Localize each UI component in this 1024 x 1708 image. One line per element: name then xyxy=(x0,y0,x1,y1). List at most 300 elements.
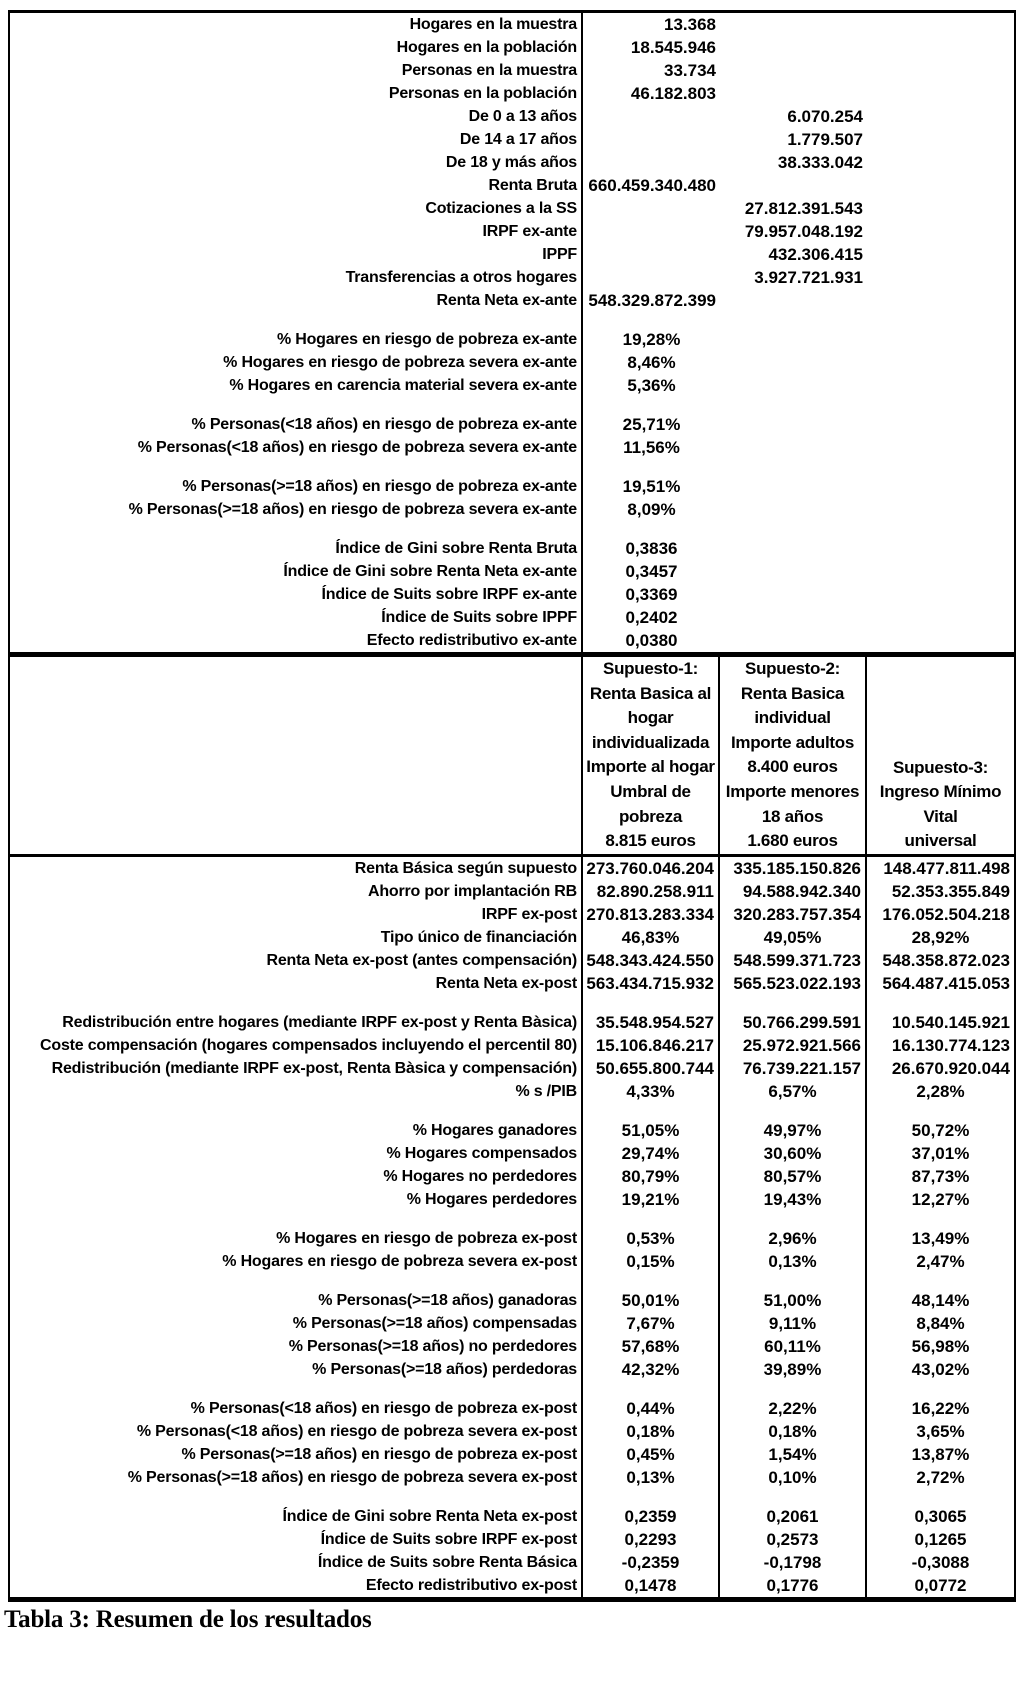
table-row xyxy=(10,880,1014,903)
table-row xyxy=(10,560,1014,583)
value-cell-s2: 25.972.921.566 xyxy=(720,1034,867,1057)
header-line: Importe menores xyxy=(725,781,860,801)
value-cell-s1: 0,2293 xyxy=(583,1528,720,1551)
value-cell-s1: 0,44% xyxy=(583,1397,720,1420)
row-label: % Personas(<18 años) en riesgo de pobreza severa ex-ante xyxy=(10,436,583,459)
table-row xyxy=(10,36,1014,59)
row-label xyxy=(10,1103,583,1119)
row-label xyxy=(10,397,583,413)
value-cell-s3: 0,1265 xyxy=(914,1530,967,1549)
value-cell-s3: 16.130.774.123 xyxy=(891,1036,1010,1055)
value-cell-s3 xyxy=(867,1211,1014,1227)
table-row xyxy=(10,197,1014,220)
row-label: % s /PIB xyxy=(10,1080,583,1103)
header-line: universal xyxy=(904,831,977,851)
value-cell-2 xyxy=(720,59,867,82)
row-label xyxy=(10,1273,583,1289)
table-row xyxy=(10,857,1014,880)
value-cell-s1 xyxy=(583,995,720,1011)
blank-row xyxy=(10,1381,1014,1397)
value-cell-1 xyxy=(583,128,720,151)
value-cell-2 xyxy=(720,289,867,312)
value-cell-s2 xyxy=(720,1211,867,1227)
blank-row xyxy=(10,397,1014,413)
row-label: Índice de Gini sobre Renta Bruta xyxy=(10,537,583,560)
row-label: % Hogares perdedores xyxy=(10,1188,583,1211)
value-cell-3 xyxy=(867,560,1014,583)
row-label: Redistribución entre hogares (mediante IRPF ex-post y Renta Bàsica) xyxy=(10,1011,583,1034)
value-cell-s2: 0,10% xyxy=(720,1466,867,1489)
value-cell-2: 1.779.507 xyxy=(787,130,863,149)
row-label: IRPF ex-post xyxy=(10,903,583,926)
value-cell-s1 xyxy=(583,1211,720,1227)
value-cell-s2 xyxy=(720,1489,867,1505)
table-row xyxy=(10,328,1014,351)
value-cell-s3: 148.477.811.498 xyxy=(883,859,1010,878)
value-cell-s2: 39,89% xyxy=(720,1358,867,1381)
value-cell-3 xyxy=(867,82,1014,105)
value-cell-s1: 548.343.424.550 xyxy=(583,949,720,972)
value-cell-2: 3.927.721.931 xyxy=(754,268,863,287)
value-cell-s3: 3,65% xyxy=(916,1422,965,1441)
value-cell-3 xyxy=(867,498,1014,521)
value-cell-s1: 7,67% xyxy=(583,1312,720,1335)
row-label: Efecto redistributivo ex-ante xyxy=(10,629,583,652)
blank-row xyxy=(10,1489,1014,1505)
value-cell-s1: 82.890.258.911 xyxy=(583,880,720,903)
value-cell-1: 8,09% xyxy=(627,500,676,519)
blank-row xyxy=(10,1273,1014,1289)
table-row xyxy=(10,1188,1014,1211)
row-label: Renta Neta ex-post xyxy=(10,972,583,995)
row-label: Índice de Suits sobre IRPF ex-post xyxy=(10,1528,583,1551)
table-row xyxy=(10,583,1014,606)
table-row xyxy=(10,289,1014,312)
header-supuesto-2 xyxy=(720,657,867,854)
header-line: 1.680 euros xyxy=(747,831,838,851)
blank-row xyxy=(10,1211,1014,1227)
value-cell-2 xyxy=(720,312,867,328)
row-label: De 0 a 13 años xyxy=(10,105,583,128)
value-cell-2 xyxy=(720,36,867,59)
row-label: Índice de Suits sobre Renta Básica xyxy=(10,1551,583,1574)
value-cell-3 xyxy=(867,128,1014,151)
row-label: % Personas(<18 años) en riesgo de pobreza severa ex-post xyxy=(10,1420,583,1443)
value-cell-1: 11,56% xyxy=(623,438,680,457)
value-cell-3 xyxy=(867,413,1014,436)
value-cell-s3: 564.487.415.053 xyxy=(882,974,1010,993)
table-row xyxy=(10,351,1014,374)
value-cell-s2: 0,2061 xyxy=(720,1505,867,1528)
value-cell-s2: 9,11% xyxy=(720,1312,867,1335)
table-row xyxy=(10,1034,1014,1057)
header-line: Importe al hogar xyxy=(586,757,715,777)
table-row xyxy=(10,1250,1014,1273)
value-cell-s1: 0,18% xyxy=(583,1420,720,1443)
value-cell-s2 xyxy=(720,1381,867,1397)
table-row xyxy=(10,1312,1014,1335)
value-cell-1 xyxy=(583,151,720,174)
row-label: Efecto redistributivo ex-post xyxy=(10,1574,583,1597)
header-line: individualizada xyxy=(591,732,710,752)
value-cell-s3: 8,84% xyxy=(916,1314,965,1333)
value-cell-s2: 60,11% xyxy=(720,1335,867,1358)
row-label: Hogares en la población xyxy=(10,36,583,59)
value-cell-s2: 0,13% xyxy=(720,1250,867,1273)
value-cell-s2: 1,54% xyxy=(720,1443,867,1466)
value-cell-2: 27.812.391.543 xyxy=(744,199,863,218)
value-cell-s2: 30,60% xyxy=(720,1142,867,1165)
row-label: % Hogares no perdedores xyxy=(10,1165,583,1188)
value-cell-s1: 0,53% xyxy=(583,1227,720,1250)
row-label xyxy=(10,1211,583,1227)
results-table xyxy=(8,10,1016,1602)
row-label: Renta Neta ex-post (antes compensación) xyxy=(10,949,583,972)
table-row xyxy=(10,174,1014,197)
value-cell-3 xyxy=(867,220,1014,243)
table-row xyxy=(10,926,1014,949)
value-cell-3 xyxy=(867,36,1014,59)
table-row xyxy=(10,949,1014,972)
value-cell-s3: 43,02% xyxy=(911,1360,970,1379)
value-cell-s3: 10.540.145.921 xyxy=(891,1013,1010,1032)
blank-row xyxy=(10,995,1014,1011)
value-cell-s2: 565.523.022.193 xyxy=(720,972,867,995)
value-cell-2 xyxy=(720,328,867,351)
value-cell-s3: 87,73% xyxy=(911,1167,970,1186)
table-row xyxy=(10,243,1014,266)
value-cell-2 xyxy=(720,174,867,197)
row-label: De 18 y más años xyxy=(10,151,583,174)
row-label xyxy=(10,995,583,1011)
value-cell-1: 0,3836 xyxy=(625,539,678,558)
table-row xyxy=(10,1227,1014,1250)
table-row xyxy=(10,105,1014,128)
row-label: IRPF ex-ante xyxy=(10,220,583,243)
value-cell-s3: 56,98% xyxy=(911,1337,970,1356)
row-label: % Hogares en carencia material severa ex-ante xyxy=(10,374,583,397)
row-label: % Hogares compensados xyxy=(10,1142,583,1165)
value-cell-s3: 12,27% xyxy=(911,1190,970,1209)
value-cell-s2: 76.739.221.157 xyxy=(720,1057,867,1080)
value-cell-s1: 57,68% xyxy=(583,1335,720,1358)
header-line: Renta Basica xyxy=(740,683,845,703)
value-cell-s1: 0,1478 xyxy=(583,1574,720,1597)
row-label xyxy=(10,459,583,475)
header-line: Supuesto-1: xyxy=(603,659,698,678)
table-row xyxy=(10,1011,1014,1034)
value-cell-1: 25,71% xyxy=(622,415,681,434)
table-row xyxy=(10,1119,1014,1142)
header-supuesto-3 xyxy=(867,657,1014,854)
value-cell-s1: 270.813.283.334 xyxy=(583,903,720,926)
table-row xyxy=(10,1142,1014,1165)
value-cell-2 xyxy=(720,606,867,629)
value-cell-s1: -0,2359 xyxy=(583,1551,720,1574)
row-label xyxy=(10,1381,583,1397)
row-label: Personas en la población xyxy=(10,82,583,105)
value-cell-3 xyxy=(867,13,1014,36)
table-row xyxy=(10,1505,1014,1528)
value-cell-2: 79.957.048.192 xyxy=(744,222,863,241)
value-cell-s2: 51,00% xyxy=(720,1289,867,1312)
value-cell-1 xyxy=(583,459,720,475)
table-row xyxy=(10,1574,1014,1597)
value-cell-3 xyxy=(867,197,1014,220)
table-row xyxy=(10,606,1014,629)
header-line: 8.815 euros xyxy=(605,831,696,851)
value-cell-s1: 15.106.846.217 xyxy=(583,1034,720,1057)
row-label: % Personas(>=18 años) en riesgo de pobreza ex-ante xyxy=(10,475,583,498)
header-line: individual xyxy=(754,708,831,728)
table-row xyxy=(10,374,1014,397)
header-line: Supuesto-2: xyxy=(745,659,840,678)
value-cell-3 xyxy=(867,312,1014,328)
table-caption: Tabla 3: Resumen de los resultados xyxy=(4,1606,372,1633)
header-line: pobreza xyxy=(618,806,683,826)
value-cell-s3: 48,14% xyxy=(911,1291,970,1310)
table-row xyxy=(10,128,1014,151)
blank-row xyxy=(10,459,1014,475)
value-cell-2 xyxy=(720,629,867,652)
blank-row xyxy=(10,1103,1014,1119)
value-cell-s2: 80,57% xyxy=(720,1165,867,1188)
blank-row xyxy=(10,521,1014,537)
header-line: hogar xyxy=(627,708,674,728)
table-row xyxy=(10,1165,1014,1188)
value-cell-s3: 52.353.355.849 xyxy=(891,882,1010,901)
table-row xyxy=(10,436,1014,459)
value-cell-3 xyxy=(867,475,1014,498)
value-cell-2 xyxy=(720,13,867,36)
value-cell-1: 660.459.340.480 xyxy=(588,176,716,195)
value-cell-3 xyxy=(867,59,1014,82)
value-cell-s3: 548.358.872.023 xyxy=(882,951,1010,970)
table-row xyxy=(10,1289,1014,1312)
value-cell-s1 xyxy=(583,1381,720,1397)
value-cell-3 xyxy=(867,289,1014,312)
value-cell-3 xyxy=(867,397,1014,413)
value-cell-1 xyxy=(583,243,720,266)
value-cell-s1 xyxy=(583,1103,720,1119)
table-row xyxy=(10,498,1014,521)
value-cell-1 xyxy=(583,312,720,328)
row-label: Índice de Suits sobre IPPF xyxy=(10,606,583,629)
value-cell-2 xyxy=(720,521,867,537)
row-label: % Hogares en riesgo de pobreza severa ex-ante xyxy=(10,351,583,374)
value-cell-3 xyxy=(867,583,1014,606)
value-cell-s1: 0,45% xyxy=(583,1443,720,1466)
value-cell-s1: 35.548.954.527 xyxy=(583,1011,720,1034)
value-cell-s2: 0,18% xyxy=(720,1420,867,1443)
table-row xyxy=(10,220,1014,243)
row-label: Índice de Suits sobre IRPF ex-ante xyxy=(10,583,583,606)
value-cell-1: 33.734 xyxy=(664,61,716,80)
table-row xyxy=(10,1443,1014,1466)
row-label: Personas en la muestra xyxy=(10,59,583,82)
table-row xyxy=(10,1080,1014,1103)
row-label: % Personas(>=18 años) no perdedores xyxy=(10,1335,583,1358)
value-cell-3 xyxy=(867,436,1014,459)
value-cell-1 xyxy=(583,266,720,289)
value-cell-s3: 50,72% xyxy=(911,1121,970,1140)
row-label: Ahorro por implantación RB xyxy=(10,880,583,903)
header-line: Supuesto-3: xyxy=(893,757,988,777)
table-row xyxy=(10,903,1014,926)
value-cell-s1: 273.760.046.204 xyxy=(583,857,720,880)
value-cell-1: 0,3457 xyxy=(625,562,678,581)
value-cell-1: 13.368 xyxy=(664,15,716,34)
value-cell-2: 6.070.254 xyxy=(787,107,863,126)
value-cell-1 xyxy=(583,397,720,413)
header-empty-label xyxy=(10,657,583,854)
value-cell-s3 xyxy=(867,1489,1014,1505)
value-cell-3 xyxy=(867,521,1014,537)
value-cell-s2 xyxy=(720,995,867,1011)
value-cell-1: 0,2402 xyxy=(625,608,678,627)
value-cell-s3: 28,92% xyxy=(911,928,970,947)
value-cell-s3: 2,72% xyxy=(916,1468,965,1487)
value-cell-2 xyxy=(720,397,867,413)
row-label: Renta Neta ex-ante xyxy=(10,289,583,312)
value-cell-s2: 0,1776 xyxy=(720,1574,867,1597)
header-line: Ingreso Mínimo xyxy=(879,782,1002,802)
value-cell-s3: 16,22% xyxy=(911,1399,970,1418)
table-row xyxy=(10,266,1014,289)
value-cell-2 xyxy=(720,413,867,436)
table-row xyxy=(10,629,1014,652)
value-cell-3 xyxy=(867,351,1014,374)
value-cell-1: 18.545.946 xyxy=(630,38,716,57)
value-cell-s3: 2,47% xyxy=(916,1252,965,1271)
value-cell-2: 38.333.042 xyxy=(777,153,863,172)
value-cell-3 xyxy=(867,266,1014,289)
value-cell-s2: -0,1798 xyxy=(720,1551,867,1574)
value-cell-s1: 0,15% xyxy=(583,1250,720,1273)
value-cell-s2: 548.599.371.723 xyxy=(720,949,867,972)
value-cell-s2: 335.185.150.826 xyxy=(720,857,867,880)
table-row xyxy=(10,151,1014,174)
value-cell-s2: 6,57% xyxy=(720,1080,867,1103)
row-label: Tipo único de financiación xyxy=(10,926,583,949)
value-cell-s3: 176.052.504.218 xyxy=(882,905,1010,924)
row-label: % Hogares ganadores xyxy=(10,1119,583,1142)
value-cell-1: 46.182.803 xyxy=(630,84,716,103)
value-cell-2 xyxy=(720,351,867,374)
value-cell-s1: 46,83% xyxy=(583,926,720,949)
value-cell-s3 xyxy=(867,1103,1014,1119)
value-cell-s1: 29,74% xyxy=(583,1142,720,1165)
row-label: Redistribución (mediante IRPF ex-post, Renta Bàsica y compensación) xyxy=(10,1057,583,1080)
value-cell-s3: 13,87% xyxy=(911,1445,970,1464)
table-row xyxy=(10,82,1014,105)
value-cell-1 xyxy=(583,521,720,537)
value-cell-s2: 0,2573 xyxy=(720,1528,867,1551)
row-label xyxy=(10,1489,583,1505)
table-row xyxy=(10,475,1014,498)
value-cell-2 xyxy=(720,374,867,397)
value-cell-s1: 0,13% xyxy=(583,1466,720,1489)
table-row xyxy=(10,1335,1014,1358)
value-cell-s2: 50.766.299.591 xyxy=(720,1011,867,1034)
row-label: % Personas(>=18 años) compensadas xyxy=(10,1312,583,1335)
value-cell-s1 xyxy=(583,1273,720,1289)
value-cell-s1 xyxy=(583,1489,720,1505)
value-cell-2 xyxy=(720,537,867,560)
table-row xyxy=(10,59,1014,82)
value-cell-s1: 42,32% xyxy=(583,1358,720,1381)
value-cell-2 xyxy=(720,459,867,475)
row-label: Cotizaciones a la SS xyxy=(10,197,583,220)
value-cell-1: 0,3369 xyxy=(625,585,678,604)
value-cell-s2: 2,96% xyxy=(720,1227,867,1250)
header-line: Vital xyxy=(923,806,958,826)
value-cell-3 xyxy=(867,374,1014,397)
scenario-header-row xyxy=(10,657,1014,854)
value-cell-s3: 26.670.920.044 xyxy=(891,1059,1010,1078)
row-label: % Personas(>=18 años) en riesgo de pobreza severa ex-ante xyxy=(10,498,583,521)
value-cell-s2: 320.283.757.354 xyxy=(720,903,867,926)
value-cell-s3 xyxy=(867,1381,1014,1397)
header-line: 18 años xyxy=(761,806,824,826)
table-row xyxy=(10,537,1014,560)
value-cell-s3: 13,49% xyxy=(911,1229,970,1248)
row-label: Índice de Gini sobre Renta Neta ex-post xyxy=(10,1505,583,1528)
value-cell-3 xyxy=(867,537,1014,560)
header-supuesto-1 xyxy=(583,657,720,854)
table-row xyxy=(10,1057,1014,1080)
row-label: Hogares en la muestra xyxy=(10,13,583,36)
header-line: 8.400 euros xyxy=(747,757,838,777)
table-row xyxy=(10,1358,1014,1381)
row-label xyxy=(10,521,583,537)
value-cell-s3: 0,0772 xyxy=(914,1576,967,1595)
table-row xyxy=(10,413,1014,436)
value-cell-1 xyxy=(583,220,720,243)
value-cell-2 xyxy=(720,436,867,459)
row-label: % Hogares en riesgo de pobreza ex-ante xyxy=(10,328,583,351)
value-cell-s3: 2,28% xyxy=(916,1082,965,1101)
value-cell-s1: 50,01% xyxy=(583,1289,720,1312)
value-cell-s1: 0,2359 xyxy=(583,1505,720,1528)
row-label: % Personas(>=18 años) perdedoras xyxy=(10,1358,583,1381)
value-cell-3 xyxy=(867,174,1014,197)
value-cell-3 xyxy=(867,151,1014,174)
row-label: % Personas(>=18 años) en riesgo de pobreza ex-post xyxy=(10,1443,583,1466)
value-cell-3 xyxy=(867,459,1014,475)
value-cell-s2 xyxy=(720,1103,867,1119)
row-label: Índice de Gini sobre Renta Neta ex-ante xyxy=(10,560,583,583)
value-cell-s2: 49,05% xyxy=(720,926,867,949)
value-cell-3 xyxy=(867,243,1014,266)
value-cell-1: 8,46% xyxy=(627,353,676,372)
value-cell-1: 5,36% xyxy=(627,376,676,395)
value-cell-3 xyxy=(867,629,1014,652)
value-cell-3 xyxy=(867,105,1014,128)
value-cell-s3: 0,3065 xyxy=(914,1507,967,1526)
value-cell-s3 xyxy=(867,995,1014,1011)
value-cell-s2: 94.588.942.340 xyxy=(720,880,867,903)
row-label: % Personas(>=18 años) en riesgo de pobreza severa ex-post xyxy=(10,1466,583,1489)
value-cell-3 xyxy=(867,328,1014,351)
table-row xyxy=(10,972,1014,995)
table-row xyxy=(10,1420,1014,1443)
row-label: Transferencias a otros hogares xyxy=(10,266,583,289)
value-cell-s1: 50.655.800.744 xyxy=(583,1057,720,1080)
row-label: % Personas(<18 años) en riesgo de pobreza ex-post xyxy=(10,1397,583,1420)
header-line: Importe adultos xyxy=(730,732,854,752)
value-cell-1: 19,28% xyxy=(622,330,681,349)
